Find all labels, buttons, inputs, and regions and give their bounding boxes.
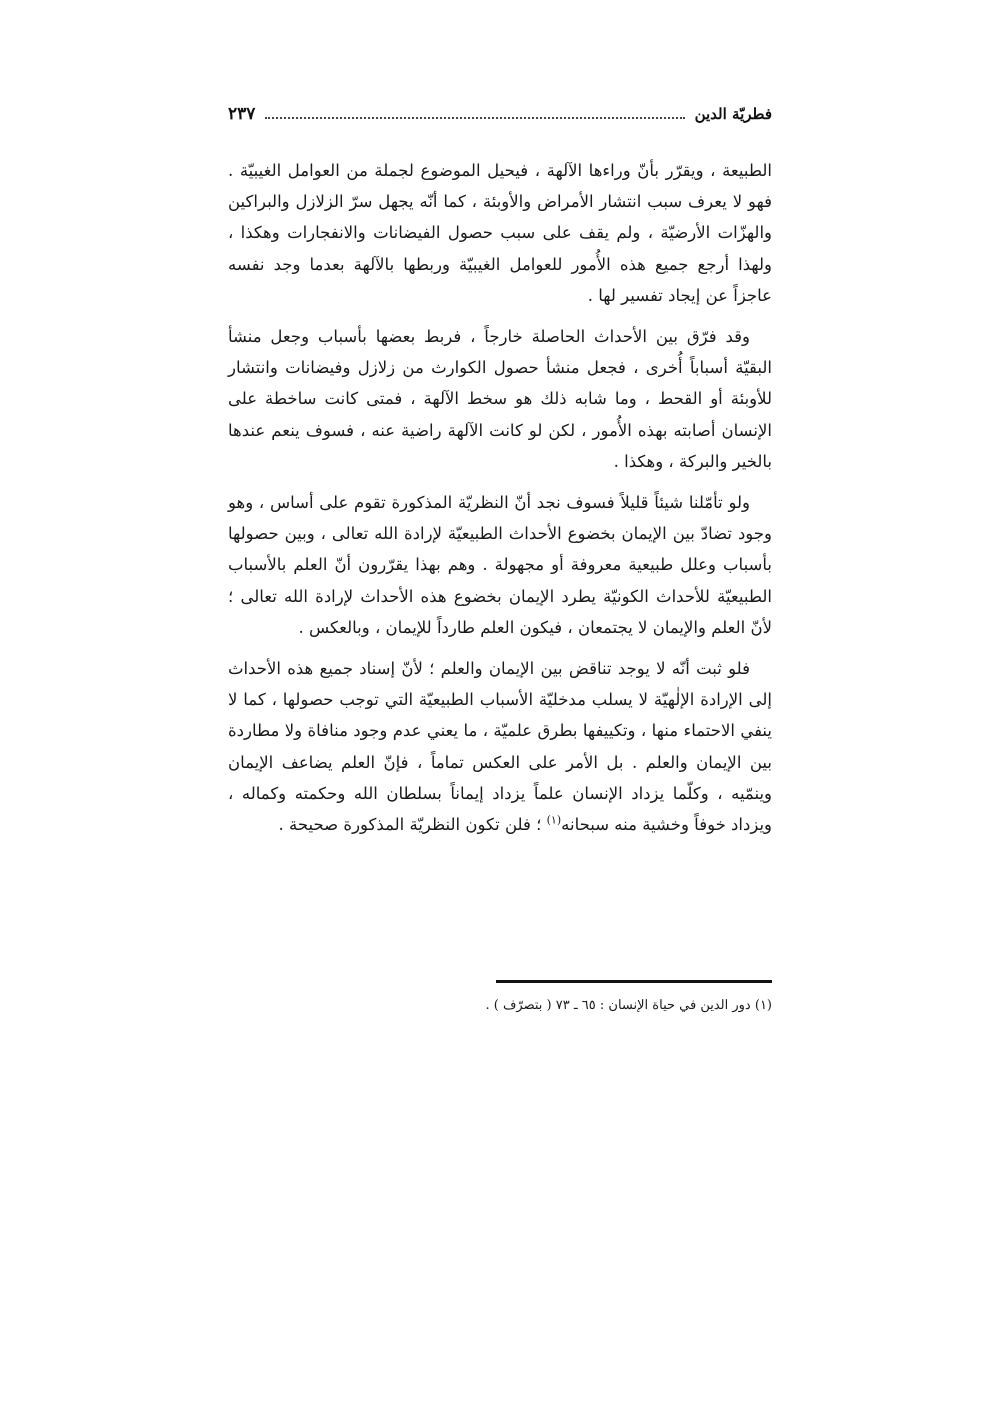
paragraph-1: الطبيعة ، ويقرّر بأنّ وراءها الآلهة ، فيحيل الموضوع لجملة من العوامل الغيبيّة . فهو لا يعرف سبب انتشار الأمراض والأوبئة ، كما أنّه يجهل سرّ الزلازل والبراكين والهزّات الأرضيّة ، ولم يقف على سبب حصول الفيضانات والانفجارات وهكذا ، ولهذا أرجع جميع هذه الأُمور للعوامل الغيبيّة وربطها بالآلهة بعدما وجد نفسه عاجزاً عن إيجاد تفسير لها . xyxy=(228,161,772,305)
paragraph-4-tail: ؛ فلن تكون النظريّة المذكورة صحيحة . xyxy=(278,815,547,835)
running-title: فطريّة الدين xyxy=(694,105,772,123)
paragraph-4-text: فلو ثبت أنّه لا يوجد تناقض بين الإيمان والعلم ؛ لأنّ إسناد جميع هذه الأحداث إلى الإرادة الإلٰهيّة لا يسلب مدخليّة الأسباب الطبيعيّة التي توجب حصولها ، كما لا ينفي الاحتماء منها ، وتكييفها بطرق علميّة ، ما يعني عدم وجود منافاة ولا مطاردة بين الإيمان والعلم . بل الأمر على العكس تماماً ، فإنّ العلم يضاعف الإيمان وينمّيه ، وكلّما يزداد الإنسان علماً يزداد إيماناً بسلطان الله وحكمته وكماله ، ويزداد خوفاً وخشية منه سبحانه xyxy=(228,659,772,835)
paragraph-3: ولو تأمّلنا شيئاً قليلاً فسوف نجد أنّ النظريّة المذكورة تقوم على أساس ، وهو وجود تضادّ بين الإيمان بخضوع الأحداث الطبيعيّة لإرادة الله تعالى ، وبين حصولها بأسباب وعلل طبيعية معروفة أو مجهولة . وهم بهذا يقرّرون أنّ العلم بالأسباب الطبيعيّة للأحداث الكونيّة يطرد الإيمان بخضوع هذه الأحداث لإرادة الله تعالى ؛ لأنّ العلم والإيمان لا يجتمعان ، فيكون العلم طارداً للإيمان ، وبالعكس . xyxy=(228,493,772,637)
footnote-divider xyxy=(496,980,772,983)
dotted-leader xyxy=(265,117,684,119)
page-header xyxy=(228,100,772,128)
footnote: (١) دور الدين في حياة الإنسان : ٦٥ ـ ٧٣ ( بتصرّف ) . xyxy=(485,998,772,1013)
page-number: ٢٣٧ xyxy=(228,104,256,124)
paragraph-4 xyxy=(228,653,772,840)
body-text xyxy=(228,155,772,850)
footnote-reference[interactable]: (١) xyxy=(546,813,562,827)
paragraph-2: وقد فرّق بين الأحداث الحاصلة خارجاً ، فربط بعضها بأسباب وجعل منشأ البقيّة أسباباً أُخرى ، فجعل منشأ حصول الكوارث من زلازل وفيضانات وانتشار للأوبئة أو القحط ، وما شابه ذلك هو سخط الآلهة ، فمتى كانت ساخطة على الإنسان أصابته بهذه الأُمور ، لكن لو كانت الآلهة راضية عنه ، فسوف ينعم عندها بالخير والبركة ، وهكذا . xyxy=(228,327,772,471)
